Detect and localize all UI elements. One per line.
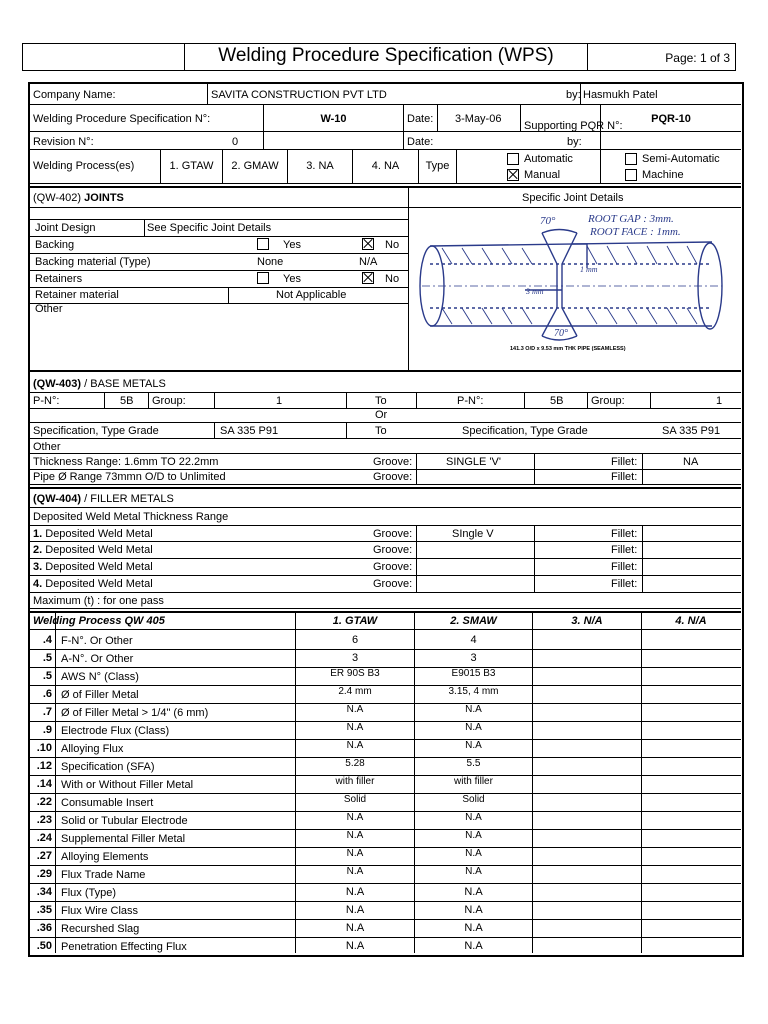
process-row-label: Ø of Filler Metal	[61, 689, 139, 701]
retainer-material-label: Retainer material	[35, 289, 119, 301]
process-row-value-1: N.A	[346, 866, 364, 877]
process-row-value-2: 3	[470, 652, 477, 664]
process-row-value-1: 3	[351, 652, 359, 664]
process-row-value-1: ER 90S B3	[330, 668, 380, 679]
process-row-value-1: N.A	[346, 704, 364, 715]
process-row-label: Specification (SFA)	[61, 761, 155, 773]
filler-groove-value: SIngle V	[452, 528, 494, 540]
process-row-value-2: N.A	[464, 940, 483, 952]
sketch-angle-top: 70°	[540, 215, 556, 227]
process-row-label: Flux Wire Class	[61, 905, 139, 917]
by2-label: by:	[567, 136, 582, 148]
revision-label: Revision N°:	[33, 136, 94, 148]
process-row-value-1: N.A	[346, 722, 364, 733]
base-metals-heading: (QW-403) / BASE METALS	[33, 378, 166, 390]
process-row-value-1: 6	[351, 634, 359, 646]
deposited-weld-metal-2: 2. Deposited Weld Metal	[33, 544, 153, 556]
process-row-value-1: N.A	[346, 830, 364, 841]
process-row-label: Flux Trade Name	[61, 869, 146, 881]
groove-label: Groove:	[373, 456, 413, 468]
sketch-dim-1: 1 mm	[580, 265, 598, 274]
retainers-yes-checkbox[interactable]	[257, 272, 269, 284]
process-row-code: .7	[42, 706, 52, 718]
process-row-label: Electrode Flux (Class)	[61, 725, 170, 737]
backing-material-label: Backing material (Type)	[35, 256, 151, 268]
date2-label: Date:	[407, 136, 434, 148]
retainers-no-checkbox[interactable]	[362, 272, 374, 284]
fillet-label: Fillet:	[611, 456, 638, 468]
filler-fillet-label: Fillet:	[611, 578, 638, 590]
pn2-value: 5B	[550, 395, 564, 407]
process-row-label: Solid or Tubular Electrode	[61, 815, 188, 827]
backing-material-na: N/A	[359, 256, 378, 268]
pn-value: 5B	[120, 395, 134, 407]
automatic-label: Automatic	[524, 153, 573, 165]
process-row-value-1: N.A	[345, 922, 365, 934]
fillet-value: NA	[683, 456, 699, 468]
process-row-value-1: N.A	[345, 904, 365, 916]
backing-yes-label: Yes	[283, 239, 301, 251]
process-row-label: AWS N° (Class)	[61, 671, 139, 683]
backing-yes-checkbox[interactable]	[257, 238, 269, 250]
joints-heading: (QW-402) JOINTS	[33, 192, 124, 204]
sketch-note-root-gap: ROOT GAP : 3mm.	[588, 213, 674, 225]
by-label: by:	[566, 89, 581, 101]
filler-groove-label: Groove:	[373, 561, 413, 573]
sketch-dim-2: 3 mm	[526, 287, 544, 296]
process-row-value-2: N.A	[464, 886, 483, 898]
filler-fillet-label: Fillet:	[611, 528, 638, 540]
process-row-label: Supplemental Filler Metal	[61, 833, 186, 845]
thickness-range: Thickness Range: 1.6mm TO 22.2mm	[33, 456, 219, 468]
process-column-header: 1. GTAW	[332, 615, 378, 627]
process-row-code: .12	[36, 760, 52, 772]
process-row-label: With or Without Filler Metal	[61, 779, 194, 791]
backing-no-label: No	[385, 239, 400, 251]
spec2-label: Specification, Type Grade	[462, 425, 588, 437]
process-row-code: .35	[36, 904, 52, 916]
process-row-code: .6	[42, 688, 52, 700]
machine-checkbox[interactable]	[625, 169, 637, 181]
page-title: Welding Procedure Specification (WPS)	[218, 45, 554, 66]
fillet2-label: Fillet:	[611, 471, 638, 483]
process-row-code: .5	[42, 652, 52, 664]
process-row-value-2: N.A	[465, 848, 482, 859]
group-value: 1	[276, 395, 283, 407]
process-row-code: .36	[36, 922, 52, 934]
or-label: Or	[375, 409, 388, 421]
process-label: Welding Process(es)	[33, 160, 135, 172]
process-row-value-1: N.A	[346, 812, 364, 823]
deposited-weld-metal-1: 1. Deposited Weld Metal	[33, 528, 153, 540]
process-row-value-1: N.A	[346, 848, 364, 859]
date-label: Date:	[407, 113, 434, 125]
process-row-value-2: N.A	[465, 812, 482, 823]
process-row-code: .10	[36, 742, 52, 754]
wps-number-value: W-10	[320, 113, 347, 125]
process-row-value-1: N.A	[345, 940, 365, 952]
retainer-material-value: Not Applicable	[276, 289, 347, 301]
process-row-label: F-N°. Or Other	[61, 635, 133, 647]
process-row-label: Ø of Filler Metal > 1/4" (6 mm)	[61, 707, 209, 719]
process-row-value-2: E9015 B3	[451, 668, 496, 679]
spec-label: Specification, Type Grade	[33, 425, 159, 437]
process-row-value-1: 2.4 mm	[338, 686, 372, 697]
process-row-code: .4	[42, 634, 52, 646]
machine-label: Machine	[642, 169, 684, 181]
process-row-value-2: 4	[470, 634, 477, 646]
process-row-code: .34	[36, 886, 52, 898]
backing-no-checkbox[interactable]	[362, 238, 374, 250]
process-row-label: Penetration Effecting Flux	[61, 941, 187, 953]
group2-label: Group:	[591, 395, 625, 407]
process-row-code: .14	[36, 778, 52, 790]
process-row-label: Consumable Insert	[61, 797, 154, 809]
process-column-header: 2. SMAW	[450, 615, 497, 627]
automatic-checkbox[interactable]	[507, 153, 519, 165]
process-column-header: 4. N/A	[675, 615, 707, 627]
type-label: Type	[425, 160, 450, 172]
process-1: 1. GTAW	[169, 160, 214, 172]
filler-fillet-label: Fillet:	[611, 544, 638, 556]
wps-number-label: Welding Procedure Specification N°:	[33, 113, 211, 125]
process-row-value-2: N.A	[465, 722, 482, 733]
process-row-value-2: N.A	[465, 704, 482, 715]
process-row-value-1: N.A	[346, 740, 364, 751]
joint-design-value: See Specific Joint Details	[147, 222, 272, 234]
process-row-value-2: N.A	[464, 904, 483, 916]
process-row-label: A-N°. Or Other	[61, 653, 134, 665]
process-row-value-1: 5.28	[345, 758, 365, 769]
process-row-value-2: N.A	[465, 866, 482, 877]
pqr-value: PQR-10	[651, 113, 691, 125]
to-label: To	[375, 395, 387, 407]
process-row-value-1: N.A	[345, 886, 365, 898]
process-row-value-2: N.A	[465, 740, 482, 751]
sketch-note-root-face: ROOT FACE : 1mm.	[590, 226, 681, 238]
manual-checkbox[interactable]	[507, 169, 519, 181]
specific-joint-details-title: Specific Joint Details	[522, 192, 624, 204]
deposited-thickness-range: Deposited Weld Metal Thickness Range	[33, 511, 229, 523]
sketch-caption: 141.3 O/D x 9.53 mm THK PIPE (SEAMLESS)	[510, 346, 626, 352]
deposited-weld-metal-4: 4. Deposited Weld Metal	[33, 578, 153, 590]
joint-sketch	[412, 208, 726, 366]
process-column-header: 3. N/A	[571, 615, 603, 627]
process-row-code: .27	[36, 850, 52, 862]
pipe-range: Pipe Ø Range 73mmn O/D to Unlimited	[33, 471, 226, 483]
process-3: 3. NA	[306, 160, 334, 172]
revision-value: 0	[232, 136, 239, 148]
process-row-value-2: N.A	[464, 922, 483, 934]
process-row-label: Flux (Type)	[61, 887, 117, 899]
joints-other-label: Other	[35, 303, 63, 315]
date-value: 3-May-06	[455, 113, 502, 125]
base-other-label: Other	[33, 441, 61, 453]
process-row-code: .24	[36, 832, 52, 844]
process-row-value-2: with filler	[454, 776, 493, 787]
process-4: 4. NA	[371, 160, 400, 172]
process-row-label: Alloying Elements	[61, 851, 149, 863]
process-row-value-1: Solid	[343, 794, 367, 805]
filler-groove-label: Groove:	[373, 544, 413, 556]
filler-fillet-label: Fillet:	[611, 561, 638, 573]
process-row-code: .23	[36, 814, 52, 826]
filler-groove-label: Groove:	[373, 528, 413, 540]
company-label: Company Name:	[33, 89, 116, 101]
pn-label: P-N°:	[33, 395, 60, 407]
process-row-code: .9	[42, 724, 52, 736]
groove2-label: Groove:	[373, 471, 413, 483]
manual-label: Manual	[524, 169, 561, 181]
retainers-yes-label: Yes	[283, 273, 301, 285]
joint-design-label: Joint Design	[35, 222, 96, 234]
process-row-value-2: N.A	[465, 830, 482, 841]
company-value: SAVITA CONSTRUCTION PVT LTD	[211, 89, 387, 101]
process-row-code: .29	[36, 868, 52, 880]
spec-value: SA 335 P91	[220, 425, 279, 437]
process-row-value-1: with filler	[335, 776, 375, 787]
groove-value: SINGLE 'V'	[446, 456, 501, 468]
retainers-no-label: No	[385, 273, 400, 285]
process-row-label: Alloying Flux	[61, 743, 124, 755]
deposited-weld-metal-3: 3. Deposited Weld Metal	[33, 561, 153, 573]
retainers-label: Retainers	[35, 273, 83, 285]
group2-value: 1	[716, 395, 723, 407]
backing-material-value: None	[257, 256, 284, 268]
process-row-code: .5	[42, 670, 52, 682]
by-value: Hasmukh Patel	[583, 89, 658, 101]
spec2-value: SA 335 P91	[662, 425, 721, 437]
page-number: Page: 1 of 3	[665, 51, 730, 65]
semi-automatic-checkbox[interactable]	[625, 153, 637, 165]
process-row-code: .50	[36, 940, 52, 952]
semi-automatic-label: Semi-Automatic	[642, 153, 720, 165]
process-table-title: Welding Process QW 405	[33, 615, 165, 627]
process-row-label: Recurshed Slag	[61, 923, 140, 935]
process-row-code: .22	[36, 796, 52, 808]
max-pass-label: Maximum (t) : for one pass	[33, 595, 164, 607]
process-row-value-2: 3.15, 4 mm	[448, 686, 499, 697]
filler-metals-heading: (QW-404) / FILLER METALS	[33, 493, 174, 505]
pqr-label: Supporting PQR N°:	[524, 120, 623, 132]
process-row-value-2: Solid	[462, 794, 485, 805]
sketch-angle-bottom: 70°	[554, 328, 568, 339]
pn2-label: P-N°:	[457, 395, 484, 407]
filler-groove-label: Groove:	[373, 578, 413, 590]
process-2: 2. GMAW	[231, 160, 279, 172]
group-label: Group:	[152, 395, 186, 407]
to2-label: To	[375, 425, 387, 437]
backing-label: Backing	[35, 239, 75, 251]
process-row-value-2: 5.5	[466, 758, 481, 769]
